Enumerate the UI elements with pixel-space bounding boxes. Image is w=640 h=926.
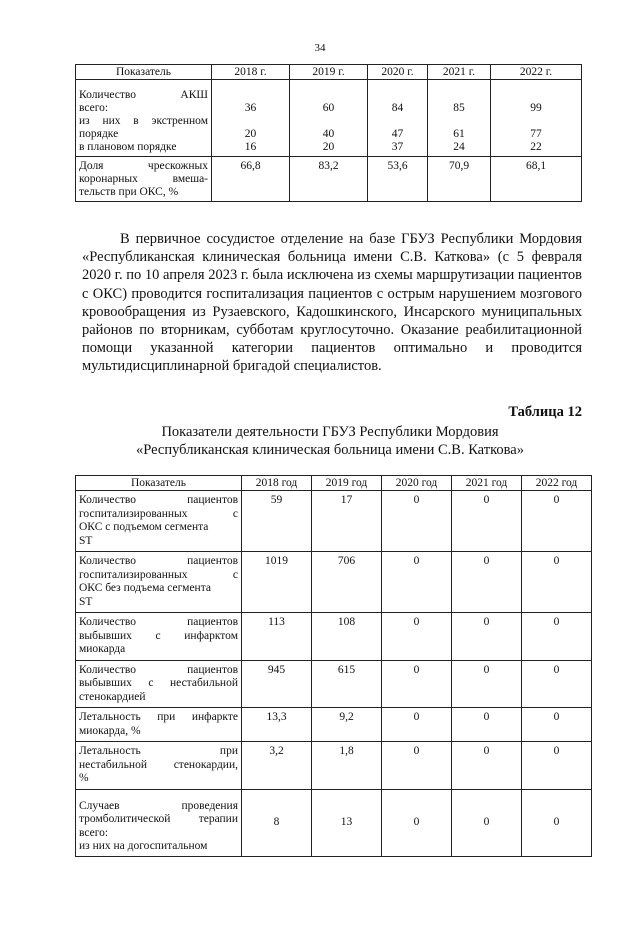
header-cell: 2021 год [452, 476, 522, 491]
header-cell: 2022 г. [491, 65, 582, 80]
value-cell: 17 [312, 491, 382, 552]
value-cell: 68,1 [491, 157, 582, 202]
table-header-row [76, 476, 592, 491]
value-cell: 53,6 [368, 157, 428, 202]
table-row [76, 708, 592, 742]
value-cell: 8 [242, 789, 312, 856]
caption-line: «Республиканская клиническая больница имени С.В. Каткова» [136, 442, 524, 458]
row-label: Доля чрескожных коронарных вмеша- тельств при ОКС, % [76, 157, 212, 202]
value-cell: 36 20 16 [212, 80, 290, 157]
row-label: Летальность при нестабильной стенокардии, % [76, 742, 242, 790]
value-cell: 0 [522, 789, 592, 856]
value-cell: 70,9 [428, 157, 491, 202]
header-cell: 2019 год [312, 476, 382, 491]
value-cell: 0 [452, 660, 522, 708]
value-cell: 9,2 [312, 708, 382, 742]
header-cell: 2020 год [382, 476, 452, 491]
value-cell: 0 [382, 708, 452, 742]
value-cell: 85 61 24 [428, 80, 491, 157]
value-cell: 0 [452, 491, 522, 552]
value-cell: 0 [522, 708, 592, 742]
header-cell: 2020 г. [368, 65, 428, 80]
header-cell: Показатель [76, 65, 212, 80]
table-row [76, 80, 582, 157]
value-cell: 0 [452, 789, 522, 856]
value-cell: 615 [312, 660, 382, 708]
value-cell: 0 [522, 660, 592, 708]
value-cell: 99 77 22 [491, 80, 582, 157]
value-cell: 0 [452, 613, 522, 661]
value-cell: 0 [382, 660, 452, 708]
value-cell: 84 47 37 [368, 80, 428, 157]
value-cell: 60 40 20 [290, 80, 368, 157]
header-cell: 2019 г. [290, 65, 368, 80]
row-label: Количество пациентов выбывших с нестабильной стенокардией [76, 660, 242, 708]
table-row [76, 742, 592, 790]
value-cell: 59 [242, 491, 312, 552]
row-label: Количество пациентов госпитализированных с ОКС без подъема сегмента ST [76, 552, 242, 613]
row-label: Количество пациентов госпитализированных с ОКС с подъемом сегмента ST [76, 491, 242, 552]
value-cell: 1,8 [312, 742, 382, 790]
table-row [76, 491, 592, 552]
table-row [76, 552, 592, 613]
table-header-row [76, 65, 582, 80]
body-paragraph: В первичное сосудистое отделение на базе ГБУЗ Республики Мордовия «Республиканская клиническая больница имени С.В. Каткова» (с 5 февраля 2020 г. по 10 апреля 2023 г. была исключена из схемы маршрутизации пациентов с ОКС) проводится госпитализация пациентов с острым нарушением мозгового кровообращения из Рузаевского, Кадошкинского, Инсарского муниципальных районов по вторникам, субботам круглосуточно. Оказание реабилитационной помощи указанной категории пациентов оптимально и проводится мультидисциплинарной бригадой специалистов. [82, 231, 582, 375]
value-cell: 0 [382, 789, 452, 856]
value-cell: 0 [452, 552, 522, 613]
value-cell: 0 [382, 491, 452, 552]
value-cell: 13,3 [242, 708, 312, 742]
row-label: Случаев проведения тромболитической терапии всего: из них на догоспитальном [76, 789, 242, 856]
value-cell: 945 [242, 660, 312, 708]
page-number: 34 [314, 42, 326, 54]
header-cell: Показатель [76, 476, 242, 491]
value-cell: 83,2 [290, 157, 368, 202]
table-row [76, 613, 592, 661]
hospital-indicators-table [75, 475, 592, 857]
value-cell: 1019 [242, 552, 312, 613]
table-row [76, 157, 582, 202]
row-label: Летальность при инфаркте миокарда, % [76, 708, 242, 742]
table-caption [60, 423, 600, 459]
header-cell: 2021 г. [428, 65, 491, 80]
value-cell: 0 [522, 552, 592, 613]
value-cell: 706 [312, 552, 382, 613]
row-label: Количество АКШ всего: из них в экстренном порядке в плановом порядке [76, 80, 212, 157]
value-cell: 0 [522, 491, 592, 552]
value-cell: 113 [242, 613, 312, 661]
value-cell: 0 [522, 613, 592, 661]
table-row [76, 660, 592, 708]
value-cell: 108 [312, 613, 382, 661]
table-label: Таблица 12 [508, 404, 582, 420]
header-cell: 2018 год [242, 476, 312, 491]
row-label: Количество пациентов выбывших с инфарктом миокарда [76, 613, 242, 661]
caption-line: Показатели деятельности ГБУЗ Республики Мордовия [161, 424, 499, 440]
value-cell: 0 [522, 742, 592, 790]
value-cell: 0 [452, 742, 522, 790]
value-cell: 0 [382, 552, 452, 613]
value-cell: 0 [382, 613, 452, 661]
value-cell: 0 [452, 708, 522, 742]
value-cell: 13 [312, 789, 382, 856]
akh-table [75, 64, 582, 202]
value-cell: 3,2 [242, 742, 312, 790]
value-cell: 66,8 [212, 157, 290, 202]
header-cell: 2018 г. [212, 65, 290, 80]
value-cell: 0 [382, 742, 452, 790]
header-cell: 2022 год [522, 476, 592, 491]
table-row [76, 789, 592, 856]
